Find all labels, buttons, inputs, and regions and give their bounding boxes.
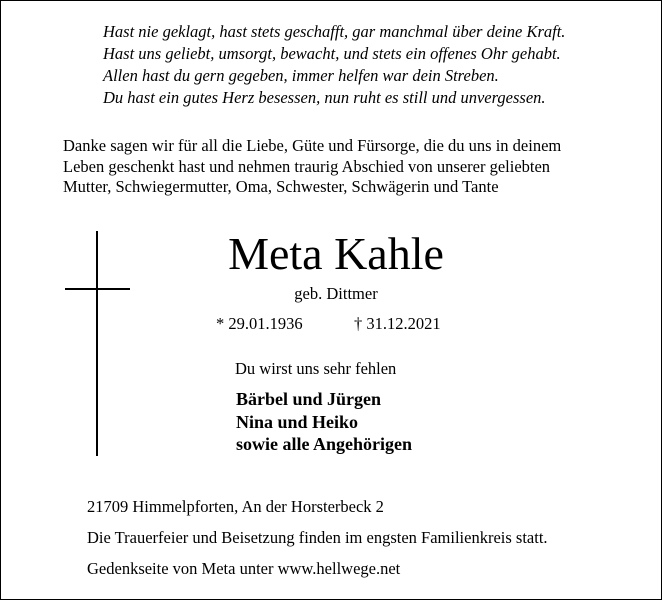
mourner-name: sowie alle Angehörigen bbox=[236, 434, 412, 454]
deceased-name: Meta Kahle bbox=[228, 228, 444, 279]
thanks-line: Mutter, Schwiegermutter, Oma, Schwester, Schwägerin und Tante bbox=[63, 177, 499, 196]
mourner-name: Bärbel und Jürgen bbox=[236, 389, 382, 409]
maiden-name: geb. Dittmer bbox=[294, 284, 378, 303]
mourners-list bbox=[236, 388, 412, 456]
poem-line: Allen hast du gern gegeben, immer helfen war dein Streben. bbox=[103, 66, 499, 85]
address: 21709 Himmelpforten, An der Horsterbeck 2 bbox=[87, 497, 384, 516]
thanks-line: Danke sagen wir für all die Liebe, Güte und Fürsorge, die du uns in deinem bbox=[63, 136, 562, 155]
poem-line: Hast uns geliebt, umsorgt, bewacht, und stets ein offenes Ohr gehabt. bbox=[103, 44, 561, 63]
thanks-line: Leben geschenkt hast und nehmen traurig Abschied von unserer geliebten bbox=[63, 156, 551, 176]
mourner-name: Nina und Heiko bbox=[236, 411, 359, 432]
thanks-paragraph bbox=[63, 136, 643, 198]
poem bbox=[103, 21, 565, 109]
birth-date: * 29.01.1936 bbox=[216, 314, 303, 333]
memorial-page-note: Gedenkseite von Meta unter www.hellwege.net bbox=[87, 559, 401, 578]
mourners-intro: Du wirst uns sehr fehlen bbox=[235, 359, 397, 378]
ceremony-note: Die Trauerfeier und Beisetzung finden im engsten Familienkreis statt. bbox=[87, 528, 548, 547]
death-date: † 31.12.2021 bbox=[354, 314, 441, 333]
poem-line: Hast nie geklagt, hast stets geschafft, gar manchmal über deine Kraft. bbox=[103, 22, 566, 41]
poem-line: Du hast ein gutes Herz besessen, nun ruht es still und unvergessen. bbox=[103, 88, 546, 107]
